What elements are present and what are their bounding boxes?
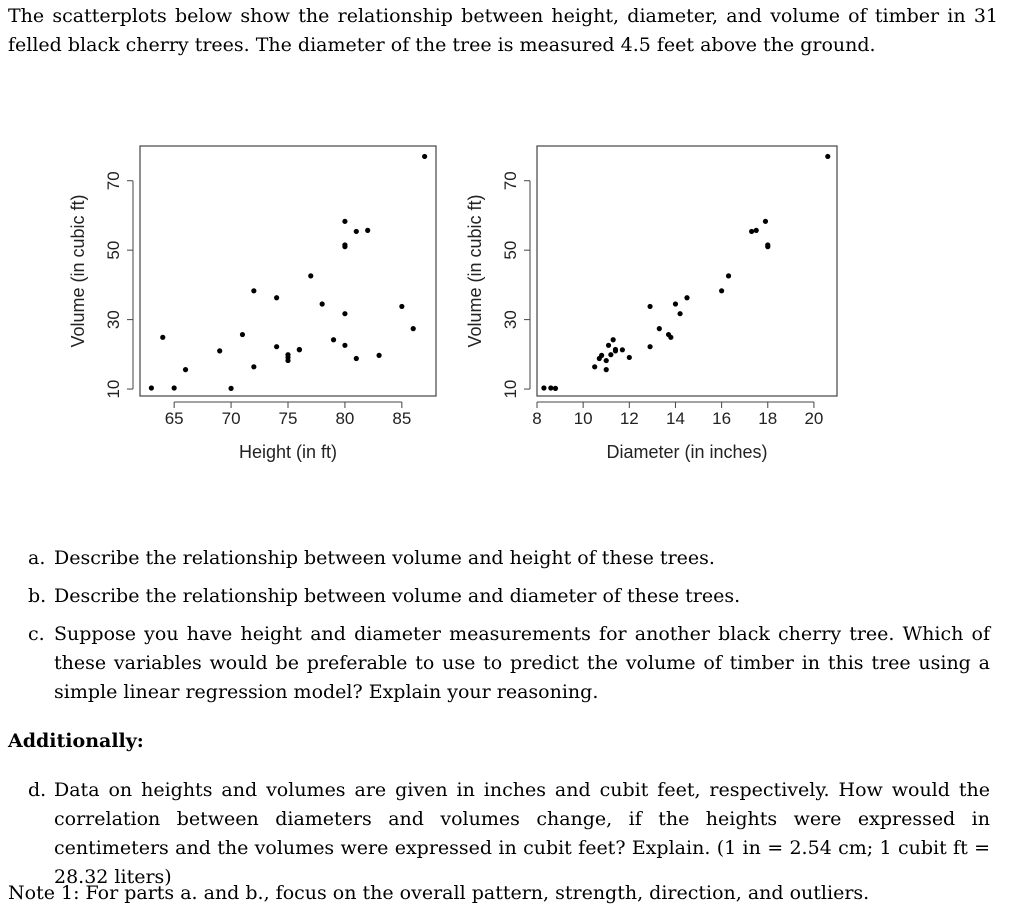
chart-2-point xyxy=(825,154,830,159)
question-b-letter: b. xyxy=(28,585,47,607)
chart-2-point xyxy=(553,386,558,391)
chart-2-point xyxy=(604,367,609,372)
chart-1-point xyxy=(376,353,381,358)
chart-2-x-tick-label: 10 xyxy=(573,409,593,428)
chart-1-point xyxy=(411,326,416,331)
chart-1-point xyxy=(251,288,256,293)
chart-2-point xyxy=(608,352,613,357)
chart-2-point xyxy=(657,326,662,331)
chart-1-point xyxy=(274,344,279,349)
note-text: Note 1: For parts a. and b., focus on the overall pattern, strength, direction, and outliers. xyxy=(8,882,870,904)
chart-2-point xyxy=(749,229,754,234)
chart-1-point xyxy=(228,386,233,391)
chart-2-point xyxy=(627,355,632,360)
chart-1-point xyxy=(217,348,222,353)
chart-1 xyxy=(68,146,436,462)
chart-1-point xyxy=(342,311,347,316)
chart-1-point xyxy=(331,337,336,342)
chart-1-point xyxy=(285,352,290,357)
chart-2-x-tick-label: 8 xyxy=(532,409,542,428)
chart-2-point xyxy=(684,295,689,300)
chart-1-point xyxy=(240,332,245,337)
chart-1-point xyxy=(354,229,359,234)
chart-1-y-tick-label: 50 xyxy=(104,240,123,260)
chart-1-x-tick-label: 75 xyxy=(278,409,298,428)
chart-1-x-tick-label: 80 xyxy=(335,409,355,428)
question-d-text: Data on heights and volumes are given in inches and cubit feet, respectively. How would the correlation between diameters and volumes change, if the heights were expressed in centimeters and the volumes were expressed in cubit feet? Explain. (1 in = 2.54 cm; 1 cubit ft = 28.32 liters) xyxy=(54,779,990,888)
chart-2-x-tick-label: 20 xyxy=(804,409,824,428)
chart-1-x-tick-label: 85 xyxy=(392,409,412,428)
chart-2-point xyxy=(647,304,652,309)
question-a xyxy=(28,544,990,573)
chart-1-point xyxy=(342,343,347,348)
chart-1-point xyxy=(172,385,177,390)
chart-2-plot-frame xyxy=(537,146,837,396)
question-b-text: Describe the relationship between volume and diameter of these trees. xyxy=(54,585,741,607)
chart-1-y-tick-label: 70 xyxy=(104,171,123,191)
chart-2-point xyxy=(677,311,682,316)
chart-2-x-tick-label: 14 xyxy=(666,409,685,428)
chart-2-point xyxy=(647,344,652,349)
chart-2-point xyxy=(726,273,731,278)
chart-2-point xyxy=(754,228,759,233)
chart-1-point xyxy=(183,367,188,372)
chart-2-point xyxy=(673,301,678,306)
question-b xyxy=(28,582,990,611)
chart-2-point xyxy=(620,347,625,352)
chart-2-x-tick-label: 18 xyxy=(758,409,778,428)
chart-2-point xyxy=(541,385,546,390)
chart-2-x-axis-title: Diameter (in inches) xyxy=(606,442,768,462)
chart-2-point xyxy=(763,219,768,224)
chart-1-point xyxy=(342,219,347,224)
chart-2-point xyxy=(613,347,618,352)
chart-1-point xyxy=(274,295,279,300)
chart-1-point xyxy=(422,154,427,159)
chart-1-point xyxy=(308,273,313,278)
chart-1-x-tick-label: 70 xyxy=(221,409,241,428)
additionally-heading: Additionally: xyxy=(8,730,144,752)
chart-2-x-tick-label: 12 xyxy=(619,409,639,428)
question-c-letter: c. xyxy=(28,623,45,645)
chart-2-point xyxy=(719,288,724,293)
chart-2-point xyxy=(668,335,673,340)
chart-1-point xyxy=(251,364,256,369)
question-c-text: Suppose you have height and diameter measurements for another black cherry tree. Which of these variables would be preferable to use to predict the volume of timber in this tree using a simple linear regression model? Explain your reasoning. xyxy=(54,623,990,703)
chart-1-x-axis-title: Height (in ft) xyxy=(238,442,338,462)
chart-1-point xyxy=(160,335,165,340)
chart-2-point xyxy=(604,358,609,363)
chart-1-point xyxy=(399,304,404,309)
chart-1-point xyxy=(149,385,154,390)
chart-2-point xyxy=(606,343,611,348)
chart-2-point xyxy=(765,244,770,249)
chart-1-point xyxy=(285,358,290,363)
chart-2-y-tick-label: 10 xyxy=(501,379,520,399)
chart-2-y-axis-title: Volume (in cubic ft) xyxy=(465,194,485,348)
chart-1-point xyxy=(354,356,359,361)
chart-2 xyxy=(465,146,837,462)
chart-1-y-axis-title: Volume (in cubic ft) xyxy=(68,194,88,348)
question-a-letter: a. xyxy=(28,547,46,569)
chart-1-y-tick-label: 30 xyxy=(104,310,123,330)
chart-2-y-tick-label: 30 xyxy=(501,310,520,330)
chart-2-x-tick-label: 16 xyxy=(712,409,732,428)
chart-2-point xyxy=(592,364,597,369)
chart-2-y-tick-label: 50 xyxy=(501,240,520,260)
chart-1-point xyxy=(297,347,302,352)
question-a-text: Describe the relationship between volume and height of these trees. xyxy=(54,547,715,569)
chart-2-point xyxy=(599,353,604,358)
chart-1-y-tick-label: 10 xyxy=(104,379,123,399)
question-d-letter: d. xyxy=(28,779,47,801)
chart-1-x-tick-label: 65 xyxy=(164,409,184,428)
question-c xyxy=(28,620,990,707)
chart-2-point xyxy=(548,385,553,390)
chart-2-point xyxy=(611,337,616,342)
question-d xyxy=(28,776,990,892)
chart-1-point xyxy=(365,228,370,233)
chart-2-y-tick-label: 70 xyxy=(501,171,520,191)
chart-1-point xyxy=(342,242,347,247)
intro-paragraph: The scatterplots below show the relationship between height, diameter, and volume of timber in 31 felled black cherry trees. The diameter of the tree is measured 4.5 feet above the ground. xyxy=(8,5,998,56)
chart-1-point xyxy=(320,301,325,306)
